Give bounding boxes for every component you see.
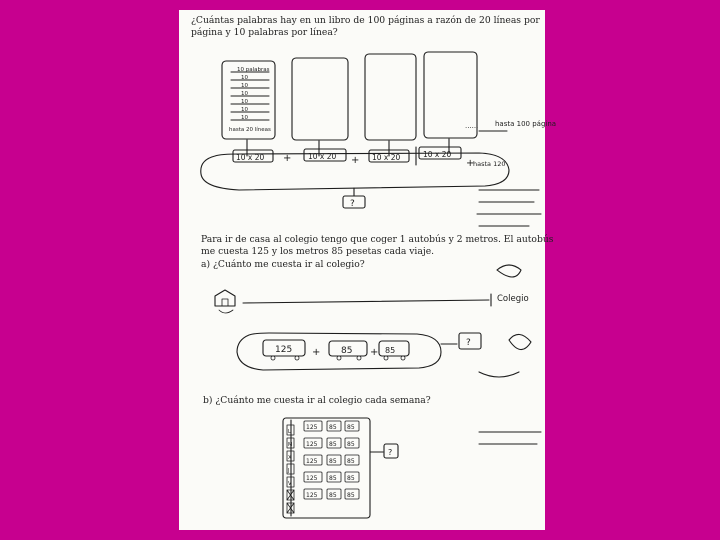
palabras-label-6: 10 [241, 107, 248, 113]
hasta-120-note: hasta 120 [473, 160, 506, 168]
palabras-label-7: 10 [241, 115, 248, 121]
plus-2: + [351, 155, 360, 166]
plus-1: + [283, 153, 292, 164]
week-cell-1-3: 85 [347, 424, 355, 431]
plus-a2: + [370, 347, 379, 358]
palabras-label-2: 10 [241, 75, 248, 81]
week-cell-5-1: 125 [306, 492, 318, 499]
question-b: ? [388, 448, 393, 457]
school-label: Colegio [497, 294, 529, 304]
problem2-part-b: b) ¿Cuánto me cuesta ir al colegio cada semana? [203, 395, 431, 406]
week-cell-2-3: 85 [347, 441, 355, 448]
palabras-label-4: 10 [241, 91, 248, 97]
week-cell-1-2: 85 [329, 424, 337, 431]
hasta-pagina-note: hasta 100 página [495, 120, 557, 128]
palabras-label-1: 10 palabras [237, 67, 270, 73]
problem1-line2: página y 10 palabras por línea? [191, 27, 338, 38]
problem2-line1: Para ir de casa al colegio tengo que coger 1 autobús y 2 metros. El autobús [201, 234, 554, 245]
question-1: ? [350, 199, 355, 209]
day-j: J [288, 468, 290, 474]
week-cell-5-2: 85 [329, 492, 337, 499]
worksheet-page [179, 10, 557, 530]
metro-fare-1: 85 [341, 346, 353, 356]
week-cell-4-2: 85 [329, 475, 337, 482]
day-m: M [288, 442, 293, 448]
week-cell-3-1: 125 [306, 458, 318, 465]
week-cell-4-1: 125 [306, 475, 318, 482]
handwritten-sketches [179, 10, 557, 530]
week-cell-2-2: 85 [329, 441, 337, 448]
problem1-line1: ¿Cuántas palabras hay en un libro de 100 páginas a razón de 20 líneas por [191, 15, 540, 26]
product-2: 10 x 20 [308, 152, 337, 161]
show-through [477, 190, 541, 444]
product-1: 10 x 20 [236, 153, 265, 162]
product-4: 10 x 20 [423, 150, 452, 159]
week-cell-3-3: 85 [347, 458, 355, 465]
palabras-label-5: 10 [241, 99, 248, 105]
hasta-lineas-label: hasta 20 líneas [229, 127, 271, 133]
dots-1: ...... [465, 122, 479, 130]
problem2-part-a: a) ¿Cuánto me cuesta ir al colegio? [201, 259, 365, 270]
week-cell-2-1: 125 [306, 441, 318, 448]
bus-fare: 125 [275, 345, 293, 355]
plus-a1: + [312, 347, 321, 358]
problem2-line2: me cuesta 125 y los metros 85 pesetas cada viaje. [201, 246, 435, 257]
product-3: 10 x 20 [372, 153, 401, 162]
metro-fare-2: 85 [385, 346, 396, 355]
plus-3: + [466, 158, 475, 169]
week-cell-5-3: 85 [347, 492, 355, 499]
palabras-label-3: 10 [241, 83, 248, 89]
day-v: V [288, 481, 292, 487]
day-l: L [288, 429, 291, 435]
week-cell-3-2: 85 [329, 458, 337, 465]
week-cell-1-1: 125 [306, 424, 318, 431]
question-a: ? [466, 338, 471, 348]
week-cell-4-3: 85 [347, 475, 355, 482]
day-x: X [288, 455, 292, 461]
